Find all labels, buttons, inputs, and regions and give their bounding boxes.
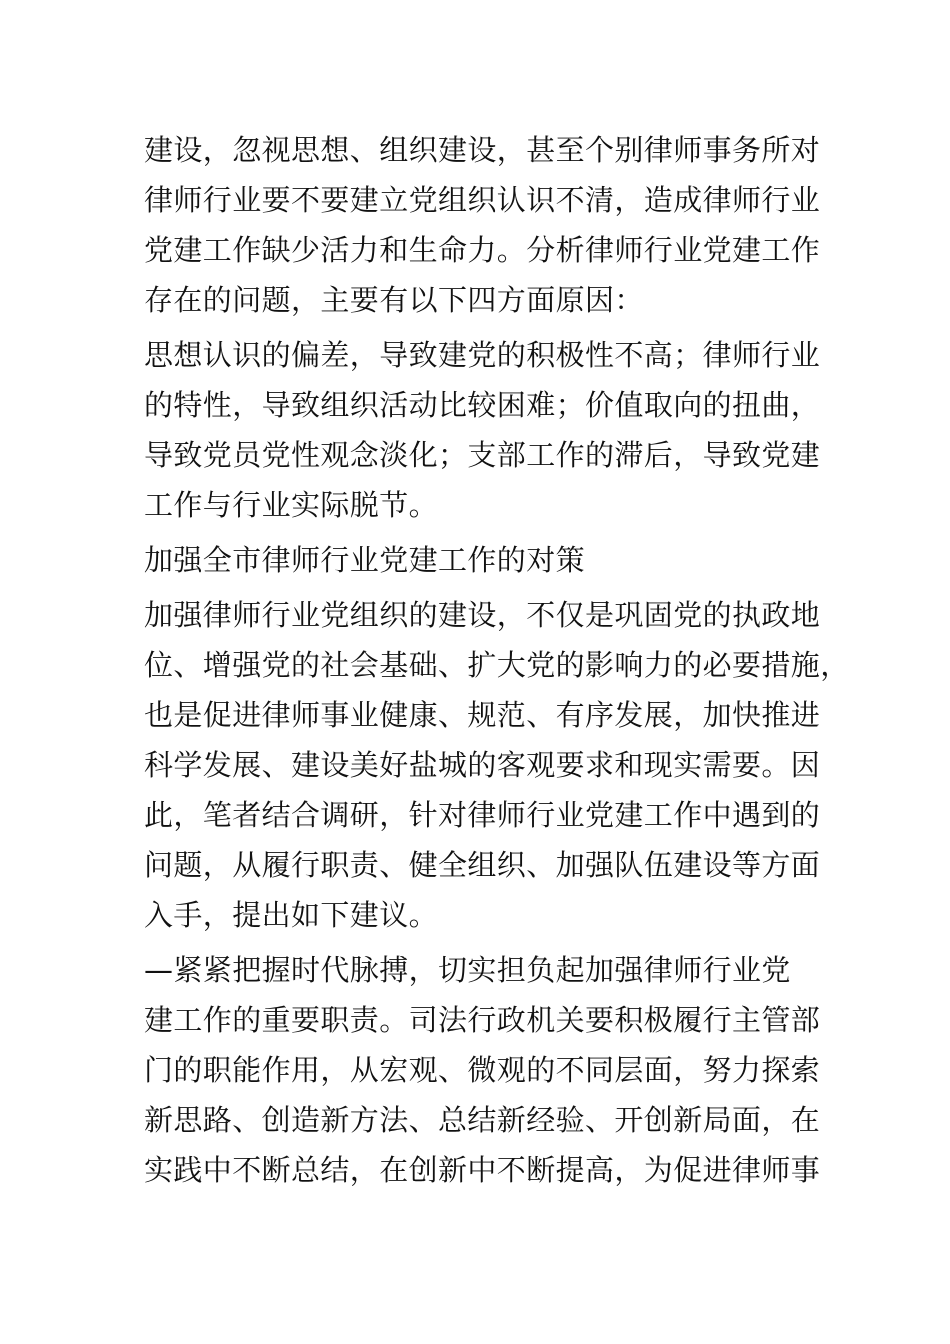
text-line: 党建工作缺少活力和生命力。分析律师行业党建工作 — [144, 233, 821, 267]
text-line: 入手，提出如下建议。 — [144, 898, 439, 932]
text-line: —紧紧把握时代脉搏，切实担负起加强律师行业党 — [144, 953, 791, 987]
text-line: 加强律师行业党组织的建设，不仅是巩固党的执政地 — [144, 598, 821, 632]
text-line: 建设，忽视思想、组织建设，甚至个别律师事务所对 — [144, 133, 821, 167]
text-line: 也是促进律师事业健康、规范、有序发展，加快推进 — [144, 698, 821, 732]
text-line: 此，笔者结合调研，针对律师行业党建工作中遇到的 — [144, 798, 821, 832]
section-heading: 加强全市律师行业党建工作的对策 — [144, 543, 586, 577]
text-line: 思想认识的偏差，导致建党的积极性不高；律师行业 — [144, 338, 821, 372]
text-line: 的特性，导致组织活动比较困难；价值取向的扭曲， — [144, 388, 821, 422]
text-line: 律师行业要不要建立党组织认识不清，造成律师行业 — [144, 183, 821, 217]
text-line: 新思路、创造新方法、总结新经验、开创新局面，在 — [144, 1103, 821, 1137]
text-line: 问题，从履行职责、健全组织、加强队伍建设等方面 — [144, 848, 821, 882]
text-line: 科学发展、建设美好盐城的客观要求和现实需要。因 — [144, 748, 821, 782]
text-line: 导致党员党性观念淡化；支部工作的滞后，导致党建 — [144, 438, 821, 472]
text-line: 门的职能作用，从宏观、微观的不同层面，努力探索 — [144, 1053, 821, 1087]
text-line: 工作与行业实际脱节。 — [144, 488, 439, 522]
text-line: 位、增强党的社会基础、扩大党的影响力的必要措施， — [144, 648, 850, 682]
text-line: 建工作的重要职责。司法行政机关要积极履行主管部 — [144, 1003, 821, 1037]
text-line: 实践中不断总结，在创新中不断提高，为促进律师事 — [144, 1153, 821, 1187]
text-line: 存在的问题，主要有以下四方面原因： — [144, 283, 644, 317]
